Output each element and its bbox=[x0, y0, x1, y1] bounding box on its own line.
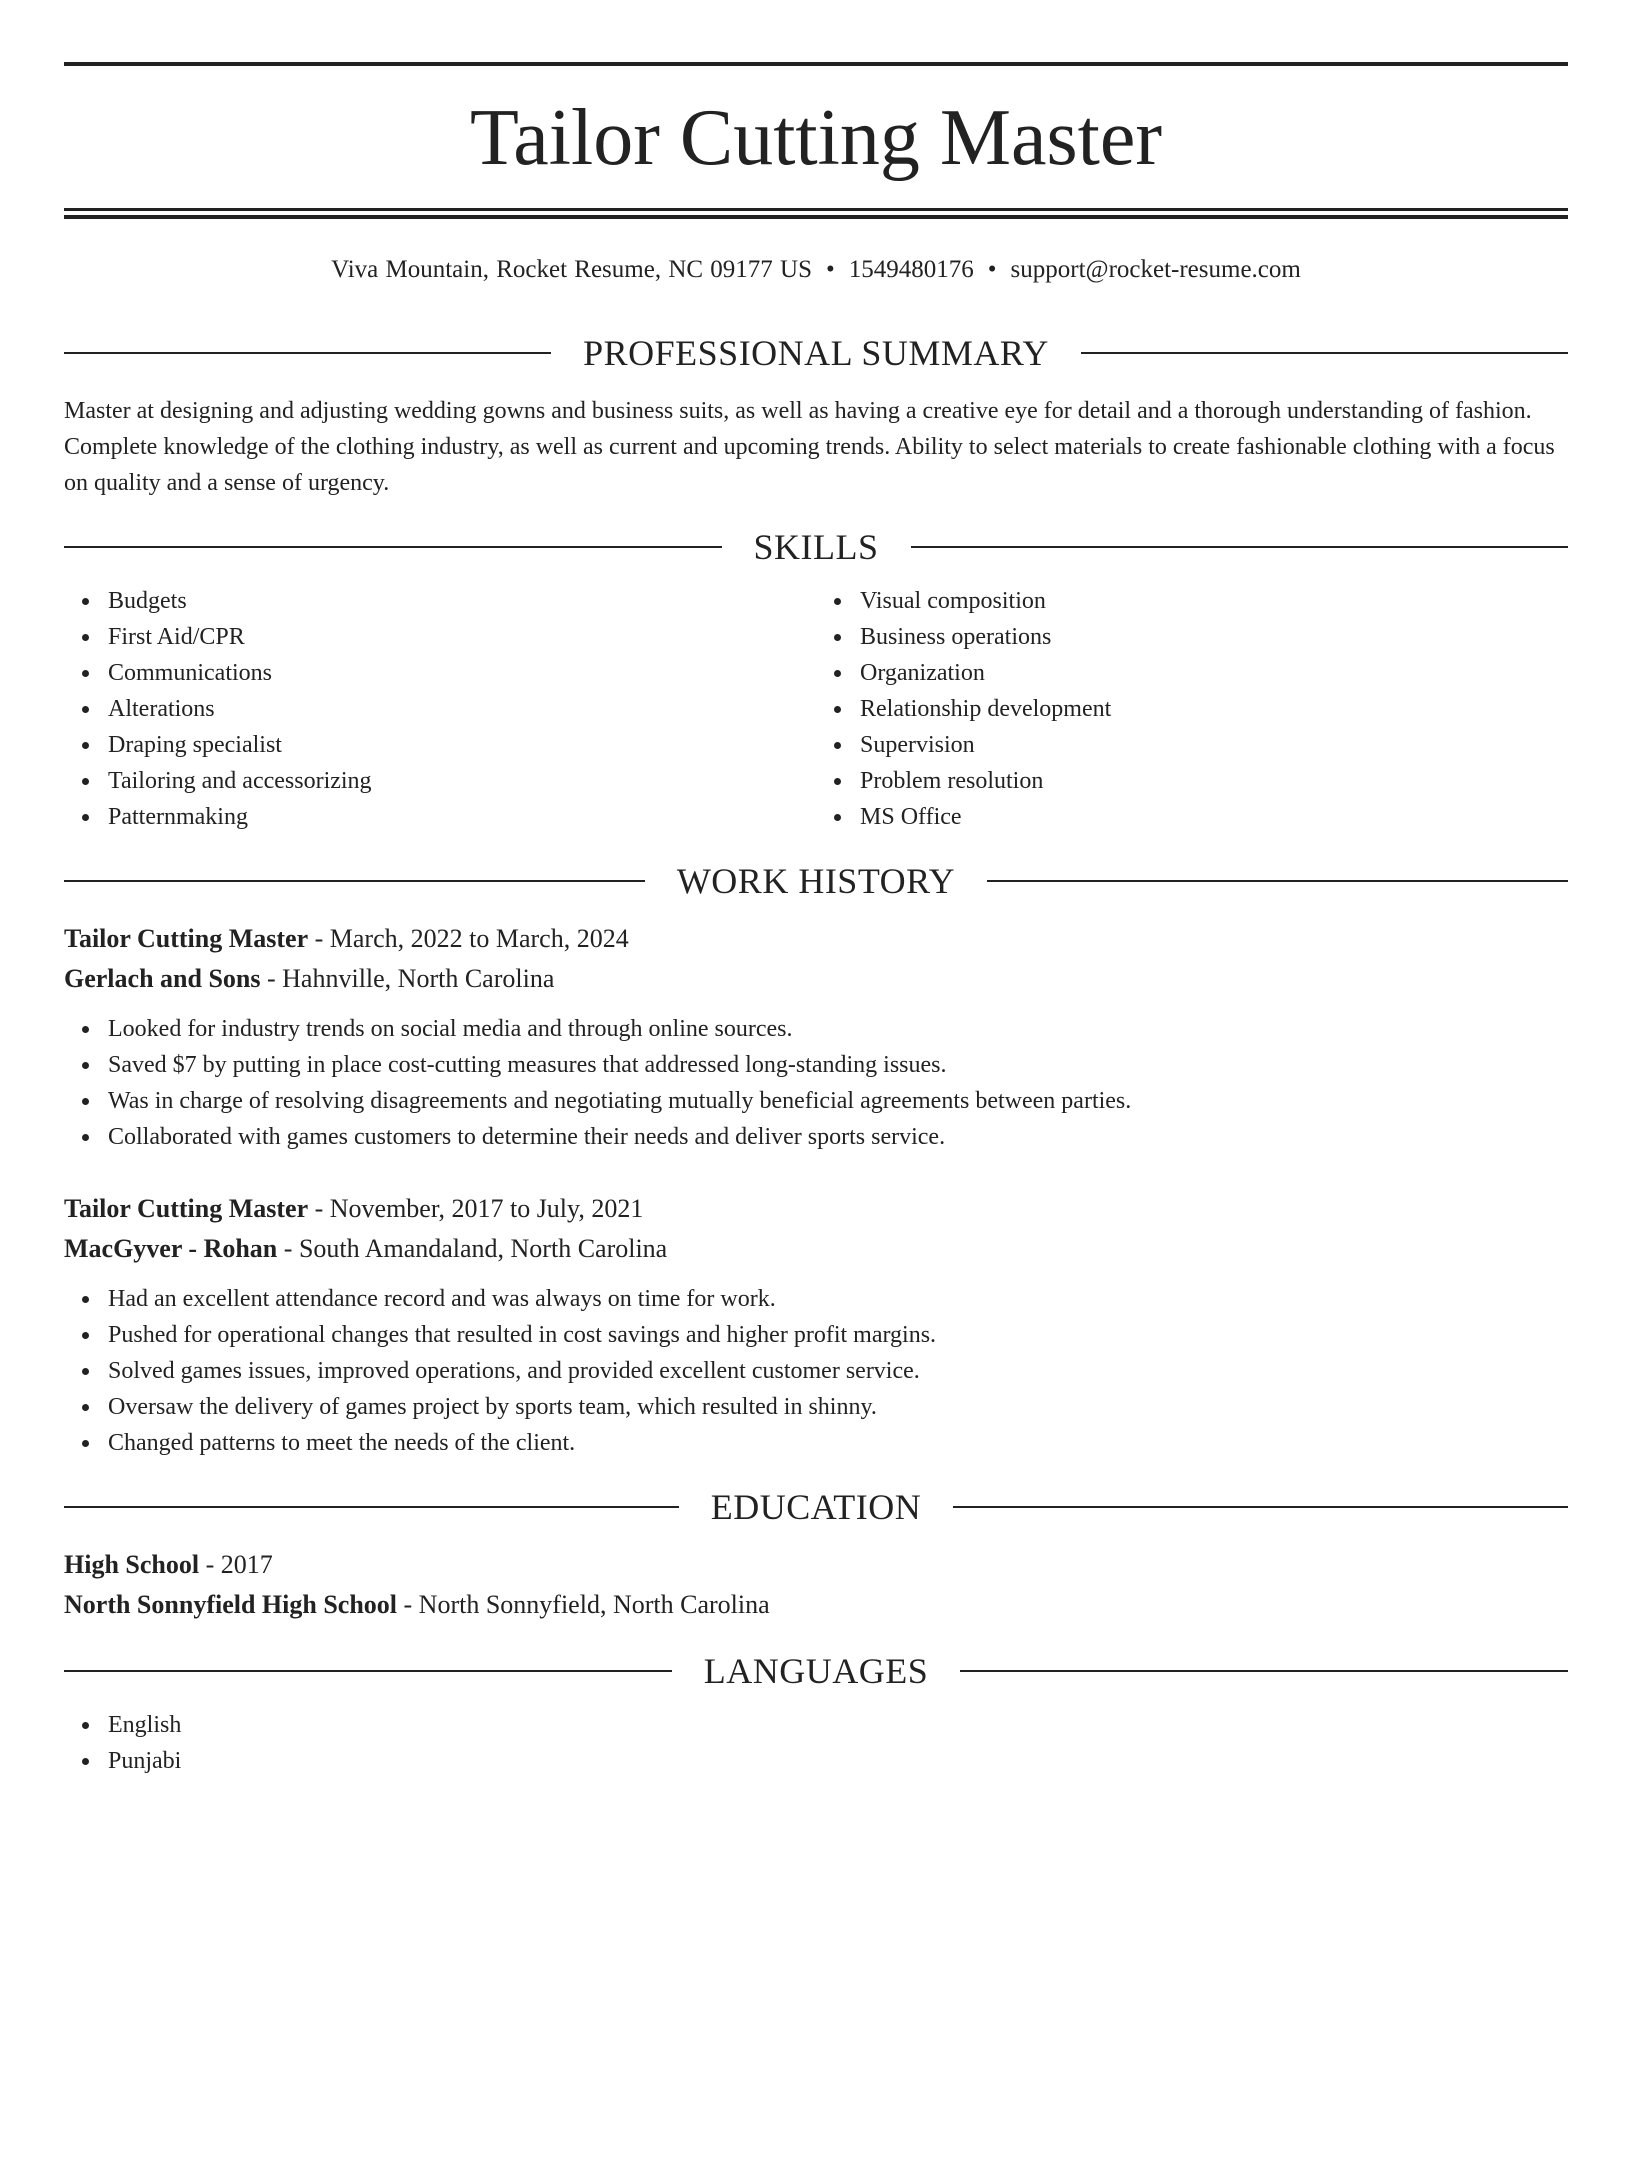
skill-item: Problem resolution bbox=[860, 763, 1568, 799]
heading-rule-right bbox=[960, 1670, 1568, 1672]
job-location: - Hahnville, North Carolina bbox=[260, 964, 555, 993]
language-item: English bbox=[108, 1707, 1568, 1743]
double-rule bbox=[64, 208, 1568, 219]
heading-rule-right bbox=[953, 1506, 1568, 1508]
heading-rule-left bbox=[64, 352, 551, 354]
summary-text: Master at designing and adjusting wedding gowns and business suits, as well as having a creative eye for detail and a thorough understanding of fashion. Complete knowledge of the clothing industry, as well as current and upcoming trends. Ability to select materials to create fashionable clothing with a focus on quality and a sense of urgency. bbox=[64, 398, 1555, 496]
job-bullet: Saved $7 by putting in place cost-cutting measures that addressed long-standing issues. bbox=[108, 1047, 1568, 1083]
skills-column-right bbox=[816, 583, 1568, 835]
skill-item: Draping specialist bbox=[108, 727, 816, 763]
job-bullets bbox=[64, 1011, 1568, 1155]
job-dates: - March, 2022 to March, 2024 bbox=[308, 924, 629, 953]
job-company: MacGyver - Rohan bbox=[64, 1234, 278, 1263]
education-heading bbox=[64, 1487, 1568, 1527]
contact-phone: 1549480176 bbox=[848, 256, 974, 283]
summary-title: PROFESSIONAL SUMMARY bbox=[583, 333, 1049, 373]
education-degree: High School bbox=[64, 1550, 200, 1579]
job-bullet: Changed patterns to meet the needs of the client. bbox=[108, 1425, 1568, 1461]
heading-rule-left bbox=[64, 1670, 672, 1672]
job-bullet: Looked for industry trends on social media and through online sources. bbox=[108, 1011, 1568, 1047]
skill-item: First Aid/CPR bbox=[108, 619, 816, 655]
heading-rule-left bbox=[64, 1506, 679, 1508]
skills-title: SKILLS bbox=[753, 527, 879, 567]
job-title-line bbox=[64, 919, 1568, 959]
skills-column-left bbox=[64, 583, 816, 835]
work-heading bbox=[64, 861, 1568, 901]
languages-heading bbox=[64, 1651, 1568, 1691]
skill-item: Relationship development bbox=[860, 691, 1568, 727]
contact-separator: • bbox=[987, 256, 997, 283]
job-title-line bbox=[64, 1189, 1568, 1229]
job-bullet: Solved games issues, improved operations, and provided excellent customer service. bbox=[108, 1353, 1568, 1389]
education-school: North Sonnyfield High School bbox=[64, 1590, 398, 1619]
work-title: WORK HISTORY bbox=[676, 861, 956, 901]
contact-line bbox=[64, 255, 1568, 285]
job-company: Gerlach and Sons bbox=[64, 964, 261, 993]
language-item: Punjabi bbox=[108, 1743, 1568, 1779]
job-bullets bbox=[64, 1281, 1568, 1461]
summary-heading bbox=[64, 333, 1568, 373]
skills-heading bbox=[64, 527, 1568, 567]
education-entry bbox=[64, 1545, 1568, 1625]
job-entry bbox=[64, 919, 1568, 1155]
skill-item: Tailoring and accessorizing bbox=[108, 763, 816, 799]
job-bullet: Oversaw the delivery of games project by sports team, which resulted in shinny. bbox=[108, 1389, 1568, 1425]
job-entry bbox=[64, 1189, 1568, 1461]
job-dates: - November, 2017 to July, 2021 bbox=[308, 1194, 644, 1223]
job-location: - South Amandaland, North Carolina bbox=[277, 1234, 668, 1263]
education-school-line bbox=[64, 1585, 1568, 1625]
heading-rule-right bbox=[987, 880, 1568, 882]
job-bullet: Had an excellent attendance record and was always on time for work. bbox=[108, 1281, 1568, 1317]
skill-item: Business operations bbox=[860, 619, 1568, 655]
job-company-line bbox=[64, 959, 1568, 999]
job-bullet: Pushed for operational changes that resulted in cost savings and higher profit margins. bbox=[108, 1317, 1568, 1353]
heading-rule-right bbox=[911, 546, 1569, 548]
languages-list bbox=[64, 1707, 1568, 1779]
job-bullet: Was in charge of resolving disagreements and negotiating mutually beneficial agreements between parties. bbox=[108, 1083, 1568, 1119]
job-role: Tailor Cutting Master bbox=[64, 1194, 309, 1223]
skill-item: Visual composition bbox=[860, 583, 1568, 619]
contact-address: Viva Mountain, Rocket Resume, NC 09177 US bbox=[331, 256, 813, 283]
job-company-line bbox=[64, 1229, 1568, 1269]
skill-item: Communications bbox=[108, 655, 816, 691]
education-title: EDUCATION bbox=[710, 1487, 922, 1527]
skill-item: Patternmaking bbox=[108, 799, 816, 835]
education-degree-line bbox=[64, 1545, 1568, 1585]
contact-separator: • bbox=[826, 256, 835, 283]
skill-item: Organization bbox=[860, 655, 1568, 691]
heading-rule-right bbox=[1081, 352, 1568, 354]
contact-email: support@rocket-resume.com bbox=[1010, 256, 1301, 283]
languages-title: LANGUAGES bbox=[703, 1651, 929, 1691]
job-bullet: Collaborated with games customers to determine their needs and deliver sports service. bbox=[108, 1119, 1568, 1155]
skill-item: Supervision bbox=[860, 727, 1568, 763]
resume-name: Tailor Cutting Master bbox=[469, 94, 1163, 182]
education-year: - 2017 bbox=[199, 1550, 273, 1579]
job-role: Tailor Cutting Master bbox=[64, 924, 309, 953]
skill-item: MS Office bbox=[860, 799, 1568, 835]
heading-rule-left bbox=[64, 880, 645, 882]
education-location: - North Sonnyfield, North Carolina bbox=[397, 1590, 770, 1619]
skill-item: Alterations bbox=[108, 691, 816, 727]
heading-rule-left bbox=[64, 546, 722, 548]
top-rule bbox=[64, 62, 1568, 66]
skills-list bbox=[64, 583, 1568, 835]
resume-page bbox=[0, 62, 1632, 2174]
skill-item: Budgets bbox=[108, 583, 816, 619]
